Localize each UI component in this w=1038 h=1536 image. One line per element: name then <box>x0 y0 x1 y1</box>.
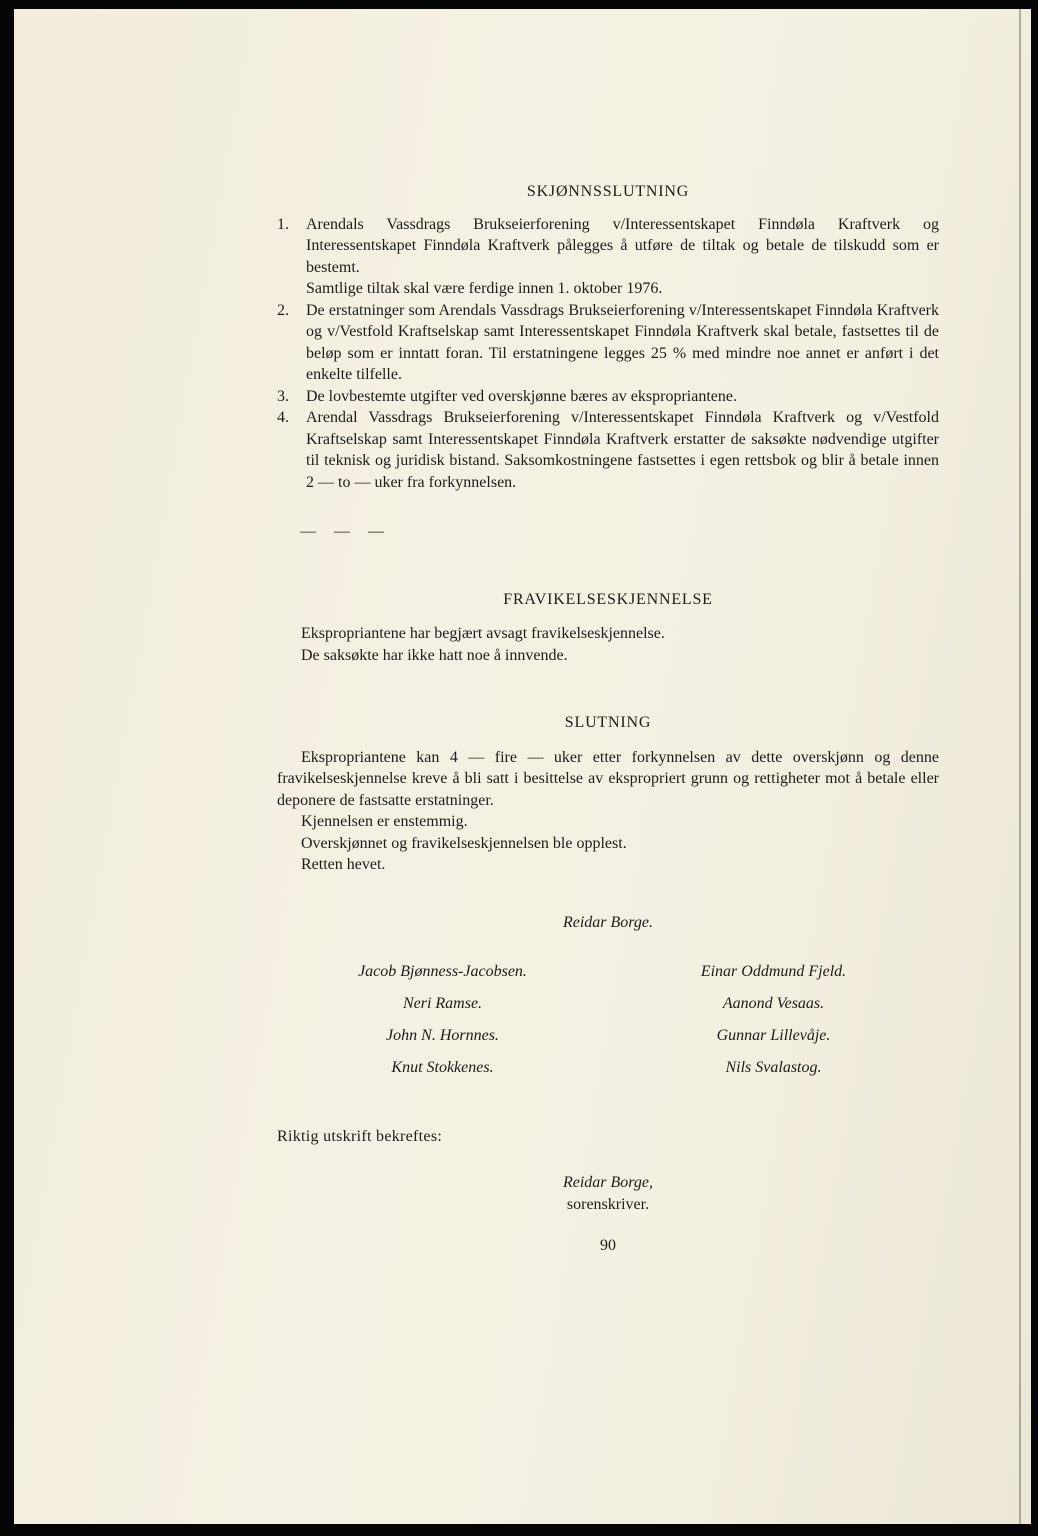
signature-right-4: Nils Svalastog. <box>725 1059 822 1076</box>
certification-block <box>277 1172 939 1215</box>
signature-right-2: Aanond Vesaas. <box>722 995 825 1012</box>
slutning-paragraph-3: Overskjønnet og fravikelseskjennelsen ble opplest. <box>301 834 627 852</box>
list-item-1-text2: Samtlige tiltak skal være ferdige innen 1. oktober 1976. <box>306 280 663 297</box>
list-number-3: 3. <box>277 387 289 405</box>
list-item-2-text: De erstatninger som Arendals Vassdrags Brukseierforening v/Interessentskapet Finndøla Kraftverk og v/Vestfold Kraftselskap samt Interessentskapet Finndøla Kraftverk skal betale, fastsettes til de beløp som er inntatt foran. Til erstatningene legges 25 % med mindre noe annet er anført i det enkelte tilfelle. <box>306 301 939 383</box>
signature-left-4: Knut Stokkenes. <box>391 1059 494 1076</box>
slutning-paragraph-4: Retten hevet. <box>301 856 386 873</box>
signature-right-1: Einar Oddmund Fjeld. <box>700 963 847 980</box>
page-number: 90 <box>600 1237 616 1254</box>
list-item-4 <box>277 407 939 493</box>
list-item-3-text: De lovbestemte utgifter ved overskjønne bæres av ekspropriantene. <box>306 387 737 405</box>
list-number-1: 1. <box>277 215 289 233</box>
slutning-paragraph-2: Kjennelsen er enstemmig. <box>301 813 468 830</box>
list-item-4-text: Arendal Vassdrags Brukseierforening v/Interessentskapet Finndøla Kraftverk og v/Vestfold Kraftselskap samt Interessentskapet Finndøla Kraftverk erstatter de saksøkte nødvendige utgifter til teknisk og juridisk bistand. Saksomkostningene fastsettes i egen rettsbok og blir å betale innen 2 — to — uker fra forkynnelsen. <box>306 409 939 491</box>
signature-grid <box>277 961 939 1079</box>
list-number-4: 4. <box>277 409 289 426</box>
signature-left-1: Jacob Bjønness-Jacobsen. <box>358 963 527 980</box>
scan-crease-line <box>1019 9 1021 1524</box>
signature-presiding-judge: Reidar Borge. <box>562 913 654 931</box>
list-item-2 <box>277 300 939 386</box>
signature-left-2: Neri Ramse. <box>402 995 483 1012</box>
heading-slutning: SLUTNING <box>564 714 652 731</box>
paper-page <box>14 9 1031 1524</box>
certification-signature-title: sorenskriver. <box>566 1195 650 1213</box>
signature-left-3: John N. Hornnes. <box>386 1027 499 1044</box>
certification-signature-name: Reidar Borge, <box>562 1174 654 1191</box>
fravikelse-paragraph-1: Ekspropriantene har begjært avsagt fravikelseskjennelse. <box>301 625 665 642</box>
slutning-paragraph-1: Ekspropriantene kan 4 — fire — uker etter forkynnelsen av dette overskjønn og denne fravikelseskjennelse kreve å bli satt i besittelse av ekspropriert grunn og rettigheter mot å betale eller deponere de fastsatte erstatninger. <box>277 748 939 809</box>
signature-right-3: Gunnar Lillevåje. <box>716 1027 831 1044</box>
judgment-list <box>277 214 939 494</box>
heading-fravikelseskjennelse: FRAVIKELSESKJENNELSE <box>503 590 713 608</box>
page-content <box>277 181 939 1215</box>
section-separator-dashes: — — — <box>300 523 391 540</box>
list-number-2: 2. <box>277 301 289 319</box>
heading-skjonnsslutning: SKJØNNSSLUTNING <box>526 183 690 200</box>
list-item-1-text: Arendals Vassdrags Brukseierforening v/Interessentskapet Finndøla Kraftverk og Interessentskapet Finndøla Kraftverk pålegges å utføre de tiltak og betale de tilskudd som er bestemt. <box>306 215 939 276</box>
certification-label: Riktig utskrift bekreftes: <box>277 1127 443 1145</box>
fravikelse-paragraph-2: De saksøkte har ikke hatt noe å innvende. <box>301 646 568 664</box>
list-item-3 <box>277 386 939 408</box>
list-item-1 <box>277 214 939 300</box>
